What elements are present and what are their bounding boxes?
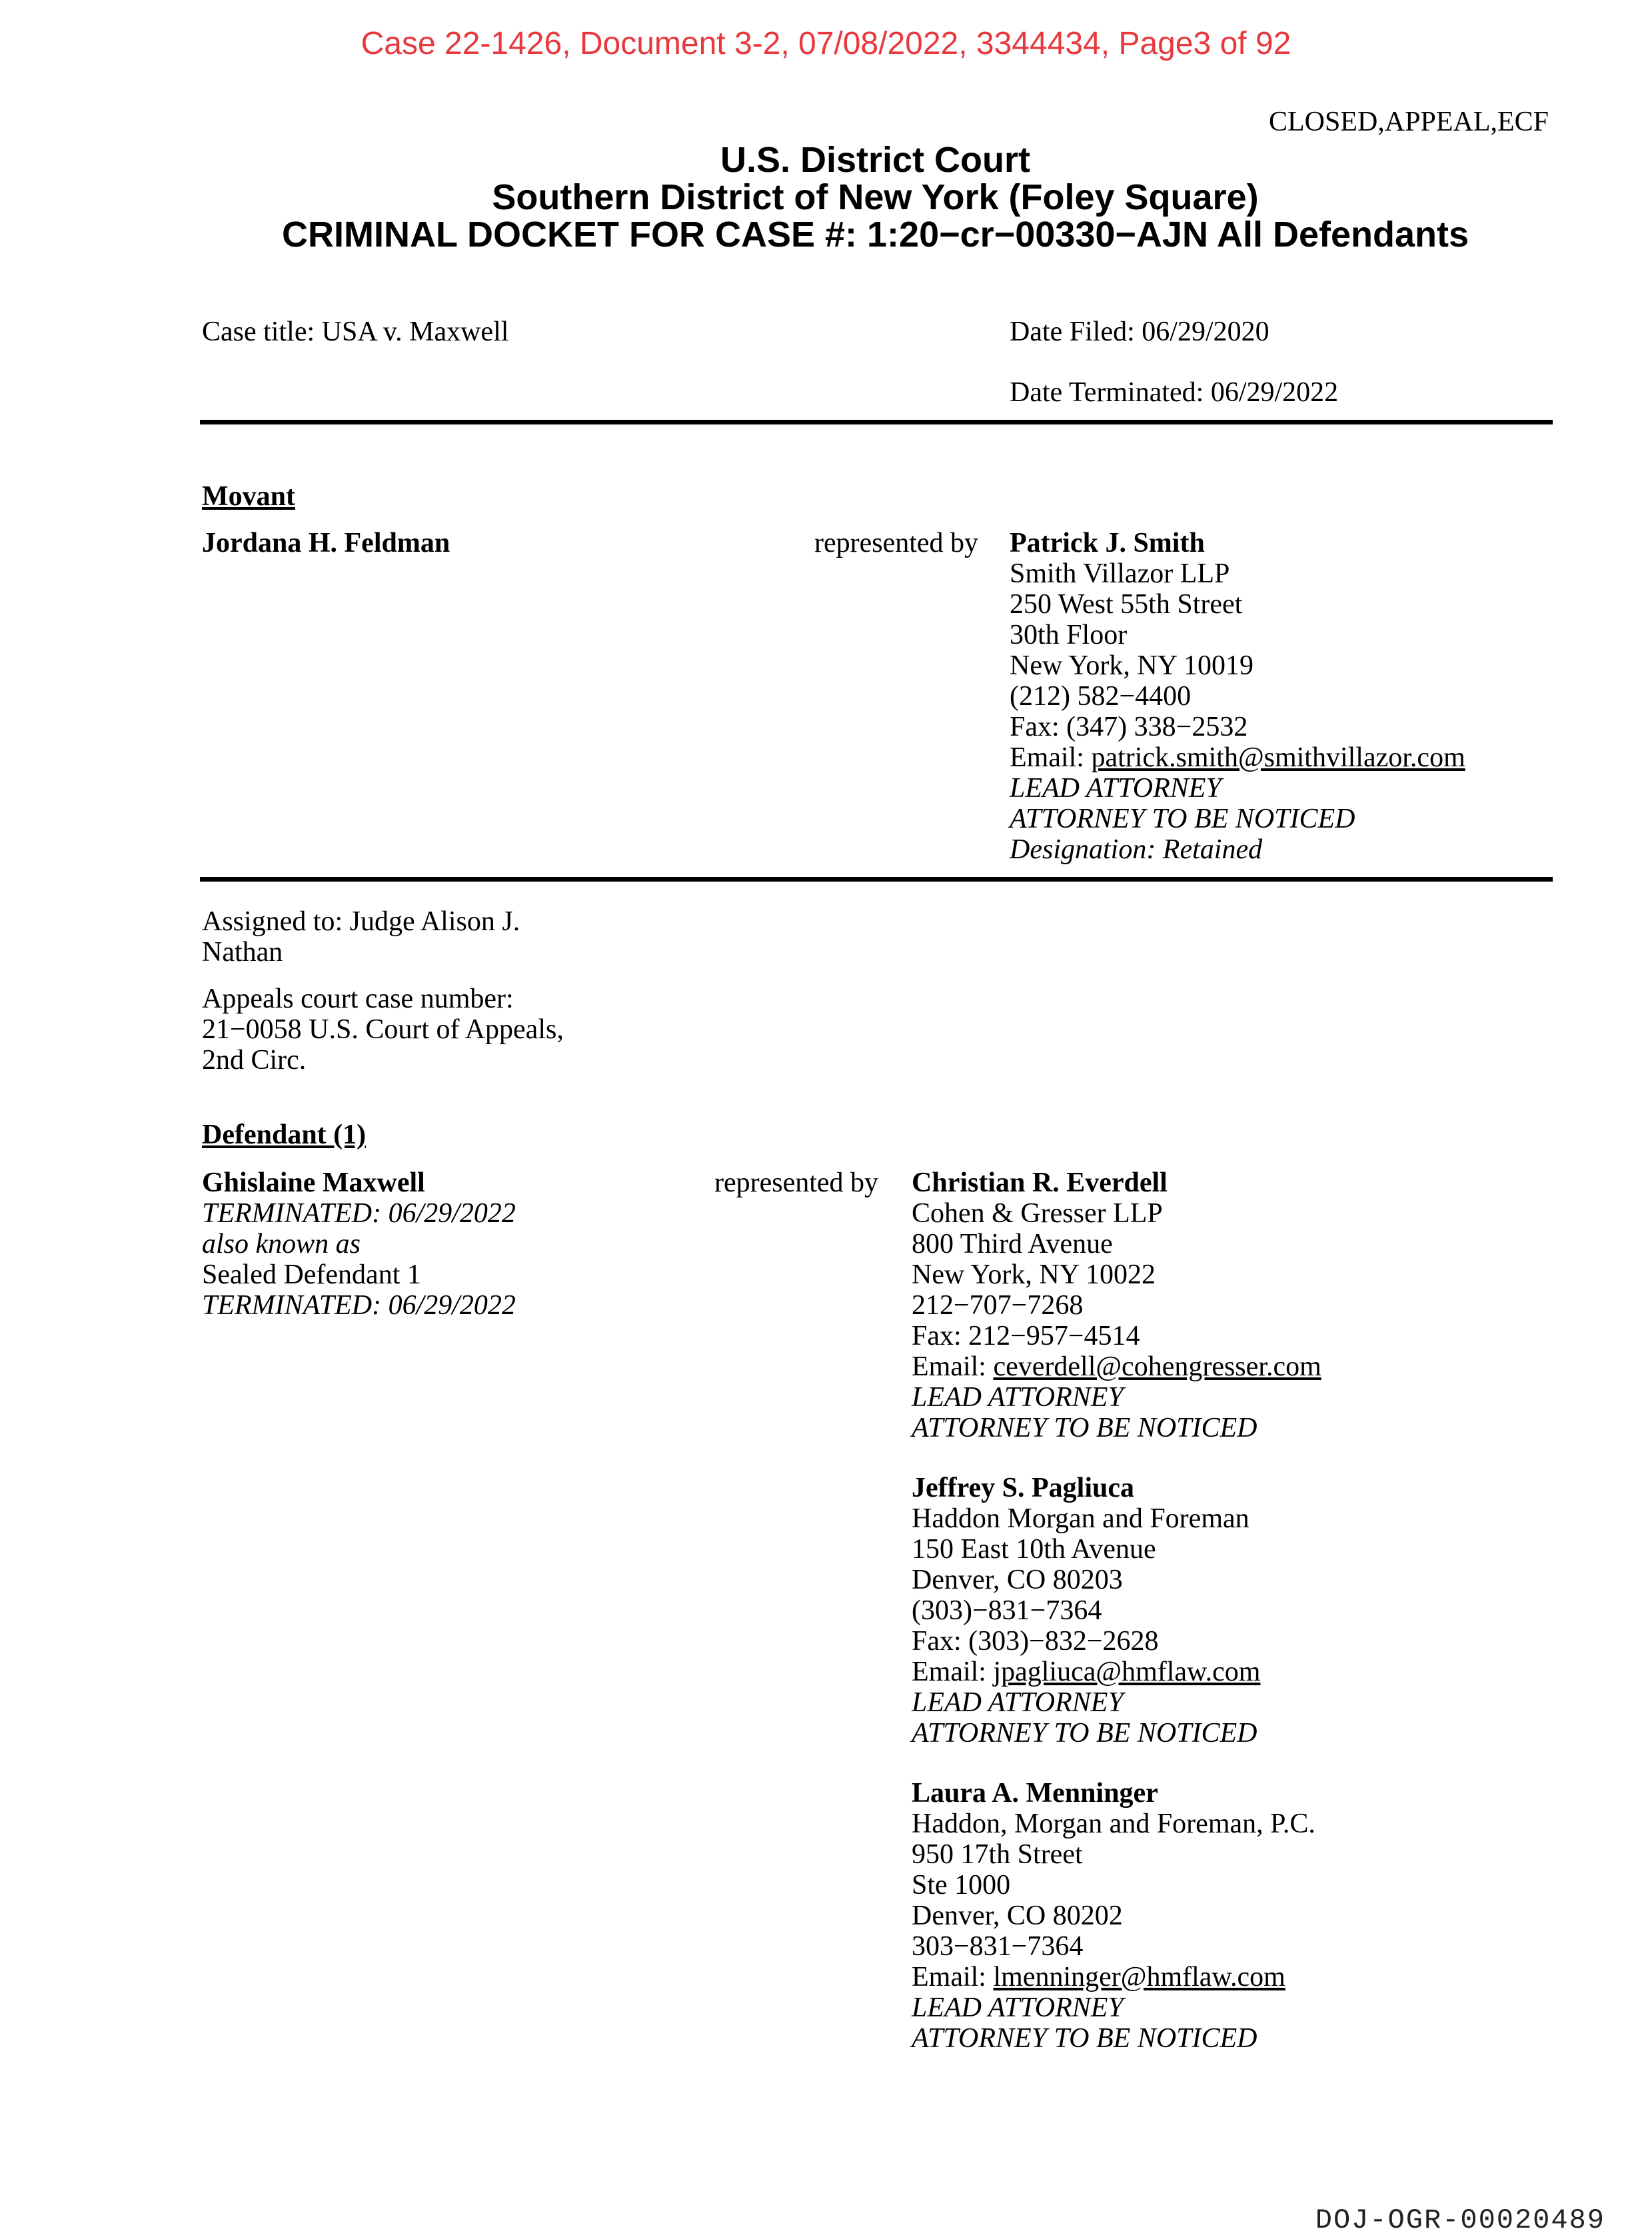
attorney-floor: 30th Floor xyxy=(1010,620,1128,650)
court-district: Southern District of New York (Foley Square) xyxy=(492,177,1259,217)
attorney-city: New York, NY 10019 xyxy=(1010,650,1253,681)
defendant-represented-by: represented by xyxy=(714,1167,879,1198)
attorney-noticed: ATTORNEY TO BE NOTICED xyxy=(1010,804,1355,834)
defendant-aka: also known as xyxy=(202,1229,361,1259)
defendant-block xyxy=(202,1167,516,1321)
attorney-street: 800 Third Avenue xyxy=(912,1229,1113,1259)
attorney-noticed: ATTORNEY TO BE NOTICED xyxy=(912,2023,1257,2054)
appeals-line-1: Appeals court case number: xyxy=(202,984,514,1014)
movant-represented-by: represented by xyxy=(814,528,979,558)
attorney-city: New York, NY 10022 xyxy=(912,1259,1156,1290)
attorney-street: 150 East 10th Avenue xyxy=(912,1534,1156,1565)
movant-attorney-block xyxy=(1010,528,1465,865)
appeals-line-3: 2nd Circ. xyxy=(202,1045,307,1076)
defendant-attorney-block xyxy=(912,1778,1315,2054)
attorney-fax: Fax: (303)−832−2628 xyxy=(912,1626,1159,1657)
attorney-lead: LEAD ATTORNEY xyxy=(1010,773,1222,804)
attorney-noticed: ATTORNEY TO BE NOTICED xyxy=(912,1413,1257,1443)
court-name: U.S. District Court xyxy=(720,140,1031,180)
attorney-name: Jeffrey S. Pagliuca xyxy=(912,1473,1134,1503)
email-label: Email: xyxy=(912,1962,994,1992)
defendant-alias: Sealed Defendant 1 xyxy=(202,1259,421,1290)
attorney-noticed: ATTORNEY TO BE NOTICED xyxy=(912,1718,1257,1749)
defendant-attorney-block xyxy=(912,1167,1321,1443)
attorney-street: 250 West 55th Street xyxy=(1010,589,1243,620)
attorney-fax: Fax: (347) 338−2532 xyxy=(1010,712,1248,742)
attorney-phone: 212−707−7268 xyxy=(912,1290,1084,1321)
attorney-phone: (303)−831−7364 xyxy=(912,1595,1102,1626)
attorney-name: Laura A. Menninger xyxy=(912,1778,1158,1809)
assignment-block xyxy=(202,906,520,968)
attorney-street: 950 17th Street xyxy=(912,1839,1083,1870)
assigned-judge-1: Assigned to: Judge Alison J. xyxy=(202,906,520,937)
defendant-heading: Defendant (1) xyxy=(202,1119,367,1150)
attorney-lead: LEAD ATTORNEY xyxy=(912,1992,1124,2023)
attorney-lead: LEAD ATTORNEY xyxy=(912,1687,1124,1718)
attorney-email-link[interactable]: jpagliuca@hmflaw.com xyxy=(993,1657,1261,1687)
defendant-name: Ghislaine Maxwell xyxy=(202,1167,425,1198)
email-label: Email: xyxy=(1010,742,1092,773)
appeals-block xyxy=(202,984,564,1076)
attorney-firm: Smith Villazor LLP xyxy=(1010,558,1230,589)
attorney-lead: LEAD ATTORNEY xyxy=(912,1382,1124,1413)
attorney-name: Christian R. Everdell xyxy=(912,1167,1168,1198)
attorney-email-line xyxy=(912,1351,1321,1382)
attorney-city: Denver, CO 80203 xyxy=(912,1565,1123,1595)
alias-terminated: TERMINATED: 06/29/2022 xyxy=(202,1290,516,1321)
attorney-name: Patrick J. Smith xyxy=(1010,528,1205,558)
email-label: Email: xyxy=(912,1351,994,1382)
assigned-judge-2: Nathan xyxy=(202,937,283,968)
appeals-line-2: 21−0058 U.S. Court of Appeals, xyxy=(202,1014,564,1045)
attorney-firm: Haddon Morgan and Foreman xyxy=(912,1503,1249,1534)
attorney-city: Denver, CO 80202 xyxy=(912,1900,1123,1931)
divider-top xyxy=(200,420,1553,424)
attorney-designation: Designation: Retained xyxy=(1010,834,1263,865)
movant-heading: Movant xyxy=(202,481,295,512)
divider-middle xyxy=(200,877,1553,882)
attorney-email-link[interactable]: lmenninger@hmflaw.com xyxy=(993,1962,1285,1992)
date-filed: Date Filed: 06/29/2020 xyxy=(1010,317,1269,347)
attorney-fax: Fax: 212−957−4514 xyxy=(912,1321,1140,1351)
defendant-attorney-block xyxy=(912,1473,1260,1749)
case-title: Case title: USA v. Maxwell xyxy=(202,317,509,347)
email-label: Email: xyxy=(912,1657,994,1687)
attorney-email-link[interactable]: ceverdell@cohengresser.com xyxy=(993,1351,1321,1382)
docket-flags: CLOSED,APPEAL,ECF xyxy=(1268,107,1549,137)
case-stamp: Case 22-1426, Document 3-2, 07/08/2022, 3344434, Page3 of 92 xyxy=(361,26,1291,61)
movant-name: Jordana H. Feldman xyxy=(202,528,450,558)
attorney-firm: Haddon, Morgan and Foreman, P.C. xyxy=(912,1809,1315,1839)
attorney-email-line xyxy=(912,1962,1315,1992)
attorney-suite: Ste 1000 xyxy=(912,1870,1011,1900)
attorney-firm: Cohen & Gresser LLP xyxy=(912,1198,1163,1229)
attorney-email-line xyxy=(1010,742,1465,773)
docket-title: CRIMINAL DOCKET FOR CASE #: 1:20−cr−00330−AJN All Defendants xyxy=(282,215,1469,255)
date-terminated: Date Terminated: 06/29/2022 xyxy=(1010,377,1339,408)
attorney-phone: (212) 582−4400 xyxy=(1010,681,1192,712)
attorney-phone: 303−831−7364 xyxy=(912,1931,1084,1962)
attorney-email-line xyxy=(912,1657,1260,1687)
bates-number: DOJ-OGR-00020489 xyxy=(1315,2204,1605,2236)
attorney-email-link[interactable]: patrick.smith@smithvillazor.com xyxy=(1091,742,1465,773)
defendant-terminated: TERMINATED: 06/29/2022 xyxy=(202,1198,516,1229)
